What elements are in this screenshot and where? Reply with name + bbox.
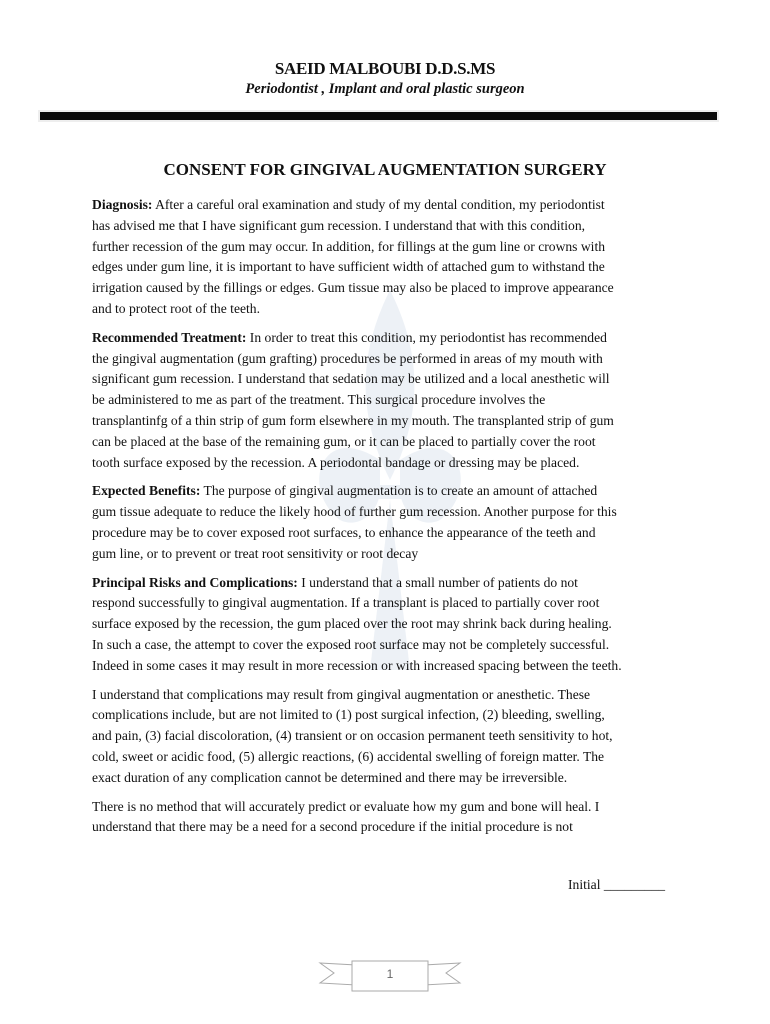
paragraph — [92, 328, 692, 474]
text-line — [92, 685, 692, 706]
text-line — [92, 369, 692, 390]
text-line — [92, 614, 692, 635]
line-text: I understand that a small number of patients do not — [297, 574, 578, 590]
line-text: significant gum recession. I understand that sedation may be utilized and a local anesthetic will — [92, 371, 610, 387]
text-line — [92, 390, 692, 411]
line-text: I understand that complications may result from gingival augmentation or anesthetic. These — [92, 686, 591, 702]
line-text: transplantinfg of a thin strip of gum form elsewhere in my mouth. The transplanted strip of gum — [92, 412, 614, 428]
initial-field[interactable]: Initial _________ — [568, 877, 666, 892]
text-line — [92, 635, 692, 656]
line-text: complications include, but are not limited to (1) post surgical infection, (2) bleeding, swelling, — [92, 707, 605, 723]
text-line — [92, 726, 692, 747]
line-text: surface exposed by the recession, the gum placed over the root may shrink back during healing. — [92, 616, 612, 632]
paragraph — [92, 797, 692, 839]
text-line — [92, 797, 692, 818]
line-text: has advised me that I have significant gum recession. I understand that with this condition, — [92, 217, 586, 233]
consent-body — [92, 195, 692, 846]
section-heading: Recommended Treatment: — [92, 329, 247, 345]
text-line — [92, 328, 692, 349]
line-text: further recession of the gum may occur. In addition, for fillings at the gum line or crowns with — [92, 238, 606, 254]
text-line — [92, 195, 692, 216]
line-text: irrigation caused by the fillings or edges. Gum tissue may also be placed to improve appearance — [92, 280, 614, 296]
line-text: understand that there may be a need for a second procedure if the initial procedure is not — [92, 819, 573, 835]
text-line — [92, 523, 692, 544]
text-line — [92, 544, 692, 565]
text-line — [92, 593, 692, 614]
line-text: There is no method that will accurately predict or evaluate how my gum and bone will heal. I — [92, 798, 600, 814]
text-line — [92, 278, 692, 299]
doctor-name: SAEID MALBOUBI D.D.S.MS — [274, 59, 496, 78]
doctor-specialty: Periodontist , Implant and oral plastic surgeon — [245, 81, 525, 97]
text-line — [92, 502, 692, 523]
line-text: gum line, or to prevent or treat root sensitivity or root decay — [92, 545, 419, 561]
text-line — [92, 216, 692, 237]
line-text: In such a case, the attempt to cover the exposed root surface may not be completely successful. — [92, 636, 610, 652]
line-text: procedure may be to cover exposed root surfaces, to enhance the appearance of the teeth and — [92, 524, 596, 540]
text-line — [92, 299, 692, 320]
line-text: gum tissue adequate to reduce the likely hood of further gum recession. Another purpose for this — [92, 504, 617, 520]
text-line — [92, 768, 692, 789]
section-heading: Expected Benefits: — [92, 483, 201, 499]
line-text: respond successfully to gingival augmentation. If a transplant is placed to partially cover root — [92, 595, 600, 611]
line-text: exact duration of any complication cannot be determined and there may be irreversible. — [92, 769, 568, 785]
text-line — [92, 432, 692, 453]
paragraph — [92, 195, 692, 320]
line-text: be administered to me as part of the treatment. This surgical procedure involves the — [92, 392, 546, 408]
text-line — [92, 573, 692, 594]
line-text: the gingival augmentation (gum grafting) procedures be performed in areas of my mouth with — [92, 350, 603, 366]
text-line — [92, 237, 692, 258]
document-title: CONSENT FOR GINGIVAL AUGMENTATION SURGERY — [163, 160, 607, 179]
line-text: After a careful oral examination and study of my dental condition, my periodontist — [152, 197, 605, 212]
text-line — [92, 747, 692, 768]
page-number-banner — [318, 955, 462, 995]
text-line — [92, 656, 692, 677]
text-line — [92, 257, 692, 278]
line-text: Indeed in some cases it may result in more recession or with increased spacing between the teeth. — [92, 657, 622, 673]
page-number: 1 — [386, 967, 394, 981]
line-text: can be placed at the base of the remaining gum, or it can be placed to partially cover the root — [92, 433, 596, 449]
line-text: cold, sweet or acidic food, (5) allergic reactions, (6) accidental swelling of foreign matter. The — [92, 748, 605, 764]
section-heading: Diagnosis: — [92, 197, 153, 212]
text-line — [92, 817, 692, 838]
paragraph — [92, 481, 692, 564]
line-text: tooth surface exposed by the recession. A periodontal bandage or dressing may be placed. — [92, 454, 580, 470]
section-heading: Principal Risks and Complications: — [92, 574, 298, 590]
line-text: In order to treat this condition, my periodontist has recommended — [246, 329, 607, 345]
text-line — [92, 453, 692, 474]
text-line — [92, 349, 692, 370]
line-text: edges under gum line, it is important to have sufficient width of attached gum to withstand the — [92, 259, 605, 275]
paragraph — [92, 685, 692, 789]
text-line — [92, 481, 692, 502]
text-line — [92, 411, 692, 432]
text-line — [92, 705, 692, 726]
paragraph — [92, 573, 692, 677]
line-text: The purpose of gingival augmentation is to create an amount of attached — [200, 483, 598, 499]
line-text: and pain, (3) facial discoloration, (4) transient or on occasion permanent teeth sensitivity to hot, — [92, 728, 613, 744]
header-divider — [40, 112, 717, 120]
line-text: and to protect root of the teeth. — [92, 300, 260, 316]
